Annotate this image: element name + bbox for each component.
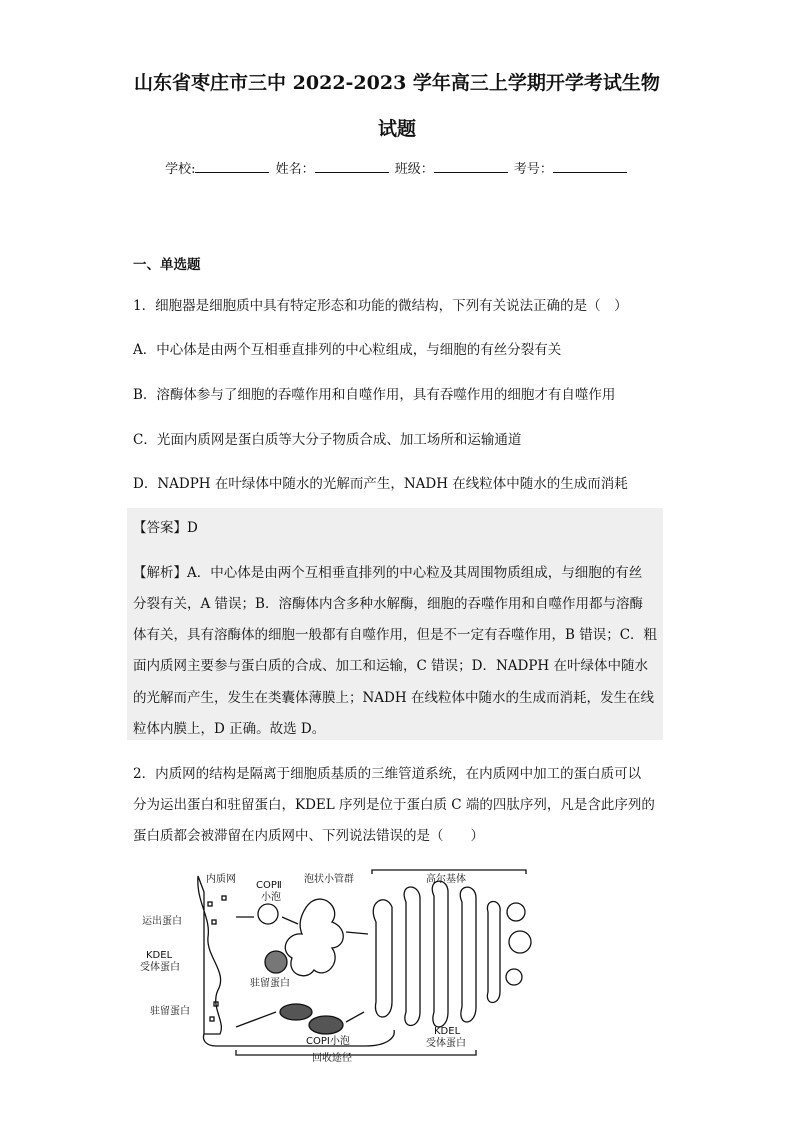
q1-analysis-line: 体有关，具有溶酶体的细胞一般都有自噬作用，但是不一定有吞噬作用，B 错误；C．粗 [133, 627, 658, 643]
section-heading: 一、单选题 [133, 257, 201, 273]
recycle-label: 回收途径 [312, 1053, 352, 1062]
arrow [282, 917, 298, 924]
school-label: 学校: [165, 162, 196, 177]
kdel-receptor-label-right: KDEL [434, 1026, 461, 1037]
retained-protein-label-mid: 驻留蛋白 [250, 978, 290, 989]
vesicular-tubule-cluster [285, 899, 343, 976]
golgi-cisterna [432, 881, 448, 1027]
vesicle-cluster-label: 泡状小管群 [304, 874, 354, 885]
q1-analysis-line: 分裂有关，A 错误；B．溶酶体内含多种水解酶，细胞的吞噬作用和自噬作用都与溶酶 [133, 596, 643, 612]
kdel-receptor-sub-right: 受体蛋白 [426, 1038, 466, 1049]
export-protein-mark [208, 902, 212, 906]
q2-stem-line: 2．内质网的结构是隔离于细胞质基质的三维管道系统，在内质网中加工的蛋白质可以 [133, 766, 642, 782]
number-label: 考号： [513, 162, 553, 177]
er-lower-membrane [204, 1030, 395, 1046]
number-blank[interactable] [553, 160, 627, 173]
kdel-receptor-label-left: KDEL [146, 950, 173, 961]
q1-analysis-line: 【解析】A．中心体是由两个互相垂直排列的中心粒及其周围物质组成，与细胞的有丝 [133, 565, 643, 581]
golgi-cisterna [487, 902, 500, 1003]
er-membrane [198, 876, 222, 1034]
arrow [346, 1012, 364, 1022]
golgi-cisterna [404, 887, 420, 1026]
q1-analysis-line: 的光解而产生，发生在类囊体薄膜上；NADH 在线粒体中随水的生成而消耗，发生在线 [133, 690, 654, 706]
retained-protein-mark [210, 1017, 214, 1021]
page-title-line2: 试题 [377, 118, 416, 140]
name-blank[interactable] [315, 160, 389, 173]
copii-label: COPⅡ [256, 880, 282, 891]
golgi-vesicle [507, 903, 525, 921]
class-blank[interactable] [434, 160, 508, 173]
name-label: 姓名： [275, 162, 315, 177]
copii-vesicle [258, 904, 278, 924]
er-label: 内质网 [206, 874, 236, 885]
recycle-bracket [236, 1050, 476, 1055]
copi-vesicle [309, 1016, 343, 1034]
arrow [346, 932, 368, 934]
retained-protein-label-left: 驻留蛋白 [150, 1006, 190, 1017]
golgi-cisterna [460, 887, 476, 1022]
copii-sub-label: 小泡 [261, 892, 281, 903]
q1-analysis-line: 面内质网主要参与蛋白质的合成、加工和运输，C 错误；D．NADPH 在叶绿体中随水 [133, 658, 648, 674]
q1-analysis-line: 粒体内膜上，D 正确。故选 D。 [133, 721, 326, 737]
q1-option-b: B．溶酶体参与了细胞的吞噬作用和自噬作用，具有吞噬作用的细胞才有自噬作用 [133, 387, 616, 403]
q1-answer: 【答案】D [133, 520, 198, 536]
copi-label: COPⅠ小泡 [306, 1036, 350, 1047]
q2-stem-line: 蛋白质都会被滞留在内质网中、下列说法错误的是（ ） [133, 828, 484, 844]
export-protein-mark [222, 896, 226, 900]
retained-vesicle [265, 951, 287, 973]
kdel-receptor-sub-left: 受体蛋白 [140, 962, 180, 973]
golgi-label: 高尔基体 [426, 874, 466, 885]
q1-option-c: C．光面内质网是蛋白质等大分子物质合成、加工场所和运输通道 [133, 432, 522, 448]
student-info-row [0, 158, 794, 177]
golgi-vesicle [509, 931, 531, 953]
page-title: 山东省枣庄市三中 2022-2023 学年高三上学期开学考试生物 [134, 72, 660, 94]
er-golgi-diagram [136, 862, 666, 1062]
q2-stem-line: 分为运出蛋白和驻留蛋白，KDEL 序列是位于蛋白质 C 端的四肽序列，凡是含此序列的 [133, 797, 655, 813]
class-label: 班级： [394, 162, 434, 177]
copi-vesicle [280, 1004, 312, 1020]
q1-option-d: D．NADPH 在叶绿体中随水的光解而产生，NADH 在线粒体中随水的生成而消耗 [133, 476, 628, 492]
school-blank[interactable] [195, 160, 269, 173]
arrow [236, 1012, 276, 1027]
q1-option-a: A．中心体是由两个互相垂直排列的中心粒组成，与细胞的有丝分裂有关 [133, 342, 562, 358]
export-protein-label: 运出蛋白 [142, 916, 182, 927]
export-protein-mark [212, 920, 216, 924]
golgi-cisterna [373, 900, 392, 1017]
golgi-vesicle [506, 969, 522, 985]
q1-stem: 1．细胞器是细胞质中具有特定形态和功能的微结构，下列有关说法正确的是（ ） [133, 298, 628, 314]
